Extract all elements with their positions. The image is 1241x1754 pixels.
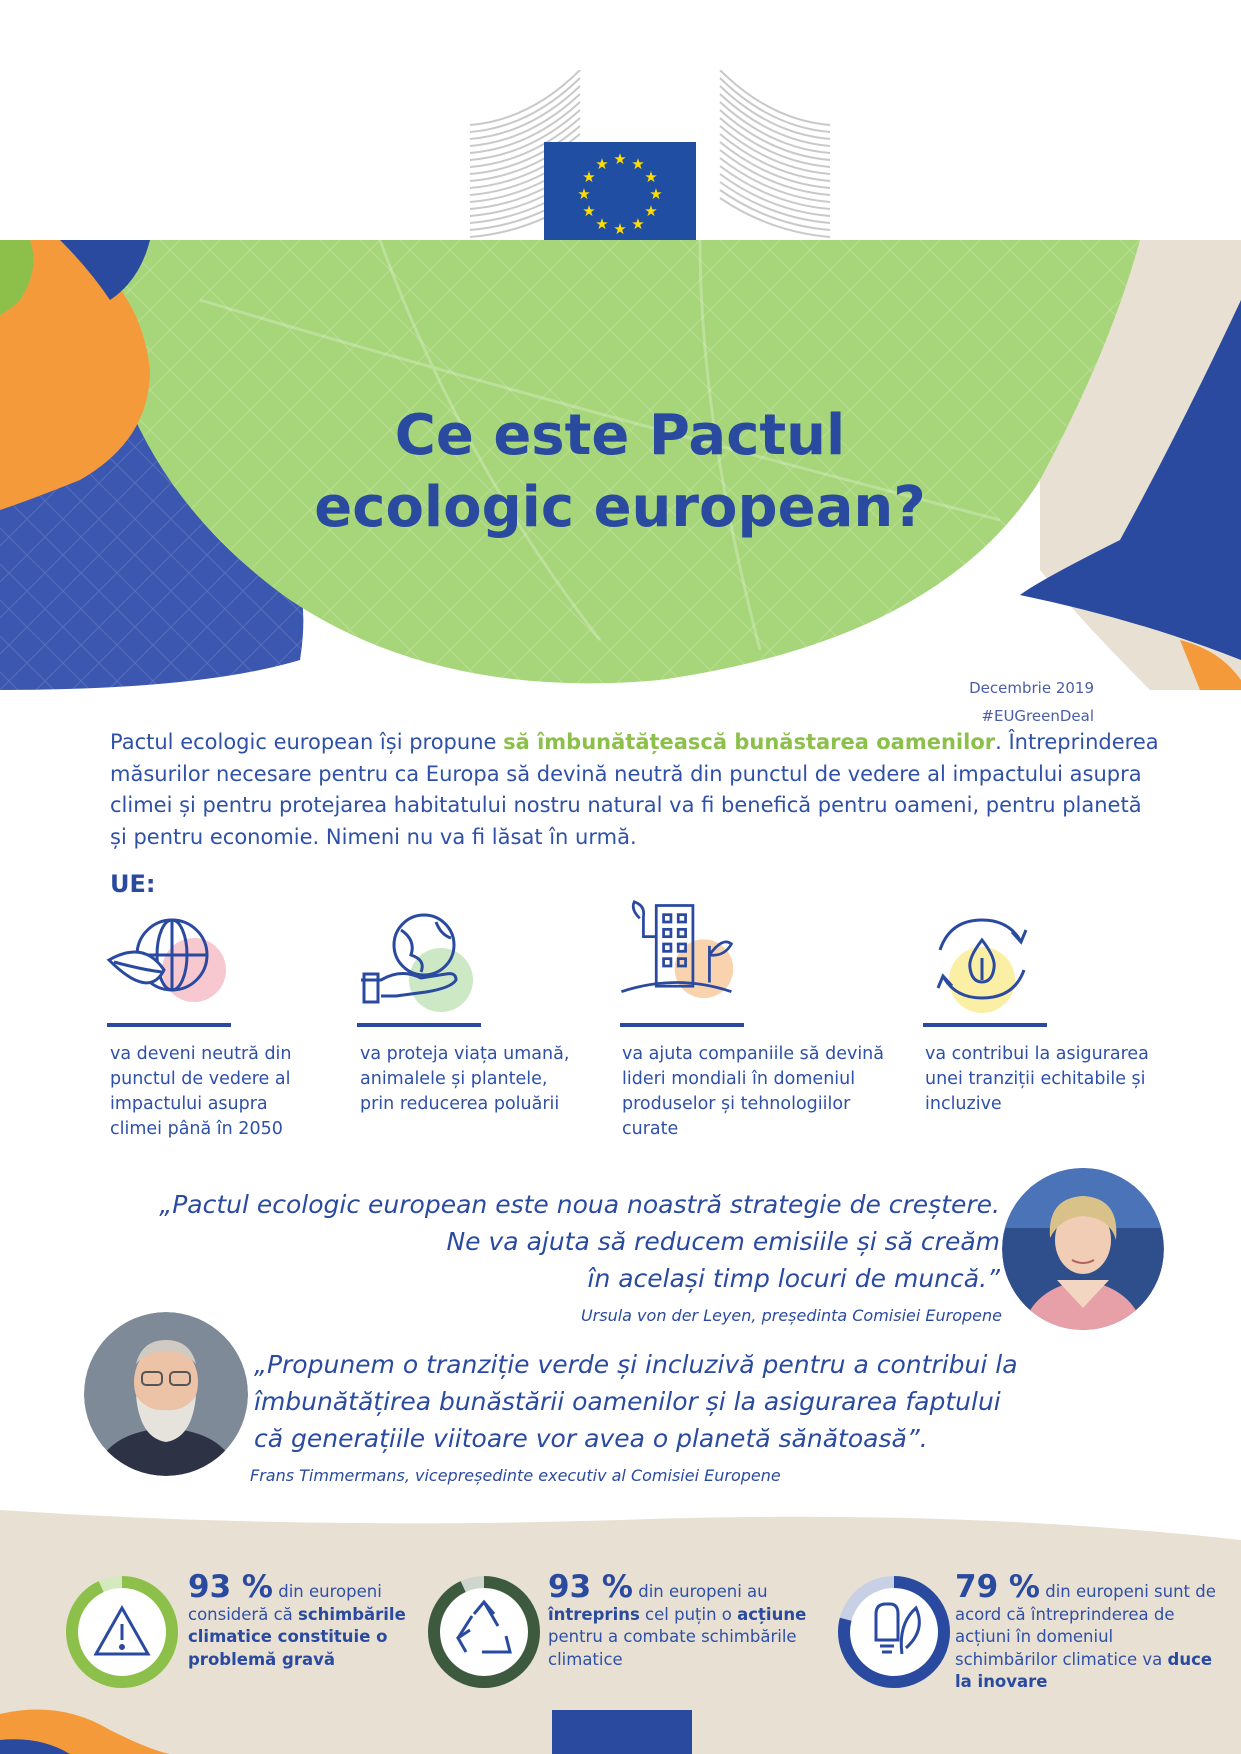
portrait-von-der-leyen: [1002, 1168, 1164, 1330]
quote-line: „Pactul ecologic european este noua noastră strategie de creștere.: [159, 1190, 1000, 1219]
stat-ring-2: [426, 1574, 542, 1690]
hand-globe-icon: [356, 910, 486, 1020]
quote-author-1: Ursula von der Leyen, președinta Comisiei Europene: [580, 1306, 1002, 1325]
stat-ring-3: [836, 1574, 952, 1690]
eu-flag-icon: [544, 142, 696, 244]
svg-text:★: ★: [582, 202, 596, 220]
title-line-2: ecologic european?: [314, 475, 926, 540]
pillar-divider: [107, 1023, 231, 1027]
date-block: [900, 674, 1094, 730]
svg-text:★: ★: [631, 215, 645, 233]
portrait-timmermans: [84, 1312, 248, 1476]
pillar-text-1: va deveni neutră din punctul de vedere al impactului asupra climei până în 2050: [110, 1044, 292, 1139]
pillar-divider: [620, 1023, 744, 1027]
svg-text:★: ★: [644, 168, 658, 186]
svg-text:★: ★: [644, 202, 658, 220]
stat-1: [188, 1569, 420, 1671]
globe-leaf-icon: [104, 910, 234, 1020]
stat-bold: acțiune: [737, 1604, 807, 1624]
svg-text:★: ★: [595, 215, 609, 233]
stat-2: [548, 1569, 820, 1671]
svg-text:★: ★: [613, 150, 627, 168]
svg-text:★: ★: [595, 155, 609, 173]
quote-line: îmbunătățirea bunăstării oamenilor și la asigurarea faptului: [254, 1387, 1001, 1416]
stat-value-3: 79 %: [955, 1569, 1040, 1605]
pillar-divider: [923, 1023, 1047, 1027]
stat-text: din europeni sunt de acord că întreprinderea de acțiuni în domeniul schimbărilor climatice va: [955, 1582, 1216, 1669]
stat-text: cel puțin o: [639, 1604, 738, 1624]
svg-text:★: ★: [613, 220, 627, 238]
cycle-drop-icon: [920, 910, 1050, 1020]
intro-text-2: . Întreprinderea măsurilor necesare pentru ca Europa să devină neutră din punctul de vedere al impactului asupra climei și pentru protejarea habitatului nostru natural va fi benefică pentru oameni, pentru planetă și pentru economie. Nimeni nu va fi lăsat în urmă.: [110, 730, 1159, 849]
intro-highlight: să îmbunătățească bunăstarea oamenilor: [503, 730, 996, 754]
svg-text:★: ★: [631, 155, 645, 173]
page-title: [250, 400, 990, 544]
quote-von-der-leyen: [60, 1186, 1000, 1297]
svg-text:★: ★: [649, 185, 663, 203]
svg-text:★: ★: [582, 168, 596, 186]
stat-text: din europeni au: [633, 1582, 768, 1601]
stat-bold: schimbările climatice constituie o problemă gravă: [188, 1604, 406, 1669]
svg-text:★: ★: [577, 185, 591, 203]
stat-bold: întreprins: [548, 1604, 640, 1624]
pillar-text-4: va contribui la asigurarea unei tranziții echitabile și incluzive: [925, 1044, 1149, 1114]
quote-author-2: Frans Timmermans, vicepreședinte executiv al Comisiei Europene: [250, 1466, 781, 1485]
stat-ring-1: [64, 1574, 180, 1690]
stat-value-2: 93 %: [548, 1569, 633, 1605]
pillar-text-3: va ajuta companiile să devină lideri mondiali în domeniul produselor și tehnologiilor curate: [622, 1044, 884, 1139]
quote-timmermans: [254, 1346, 1154, 1457]
stat-value-1: 93 %: [188, 1569, 273, 1605]
hashtag: #EUGreenDeal: [981, 707, 1094, 725]
quote-line: în același timp locuri de muncă.”: [587, 1264, 1000, 1293]
title-line-1: Ce este Pactul: [394, 403, 846, 468]
quote-line: că generațiile viitoare vor avea o planetă sănătoasă”.: [254, 1424, 928, 1453]
stat-text: din europeni consideră că: [188, 1582, 382, 1624]
intro-text-1: Pactul ecologic european își propune: [110, 730, 504, 754]
pillar-text-2: va proteja viața umană, animalele și plantele, prin reducerea poluării: [360, 1044, 570, 1114]
building-plant-icon: [616, 900, 746, 1010]
eu-label: UE:: [110, 870, 156, 898]
stat-3: [955, 1569, 1217, 1694]
stat-text: pentru a combate schimbările climatice: [548, 1627, 797, 1669]
quote-line: Ne va ajuta să reducem emisiile și să creăm: [446, 1227, 1000, 1256]
quote-line: „Propunem o tranziție verde și incluzivă pentru a contribui la: [254, 1350, 1018, 1379]
intro-paragraph: [110, 727, 1160, 853]
pillar-divider: [357, 1023, 481, 1027]
publication-date: Decembrie 2019: [969, 679, 1094, 697]
stat-bold: duce la inovare: [955, 1649, 1213, 1691]
